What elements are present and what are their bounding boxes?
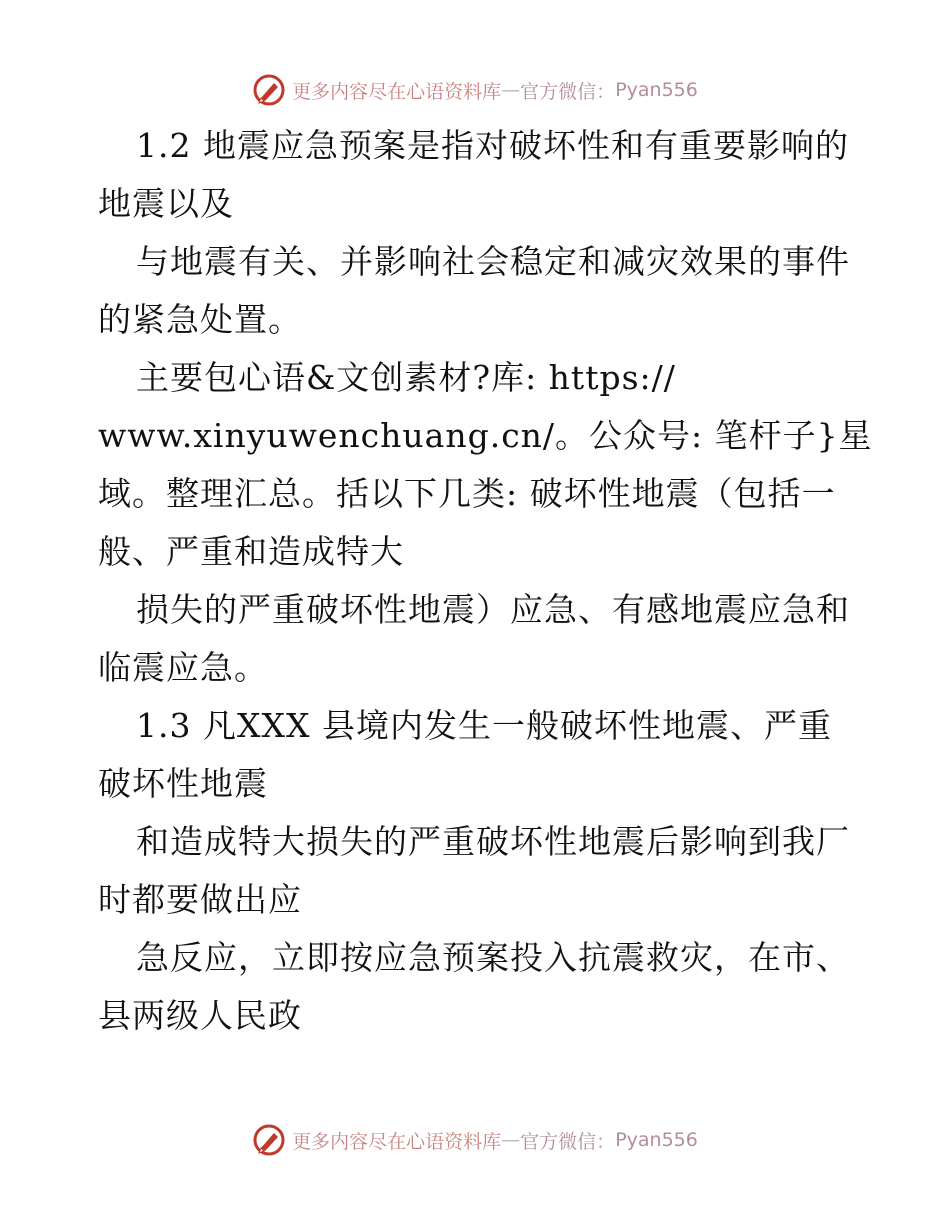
body-line: 般、严重和造成特大 — [98, 532, 404, 571]
footer-banner — [0, 1120, 950, 1160]
banner-wechat-label: 官方微信： — [520, 80, 616, 103]
body-line: 临震应急。 — [98, 648, 268, 687]
body-line: 损失的严重破坏性地震）应急、有感地震应急和 — [136, 590, 850, 629]
banner-text: 更多内容尽在心语资料库 — [292, 1130, 502, 1153]
banner-wechat-label: 官方微信： — [520, 1130, 616, 1153]
body-line: 的紧急处置。 — [98, 300, 302, 339]
banner-separator: — — [501, 79, 521, 101]
body-line: 1.2 地震应急预案是指对破坏性和有重要影响的 — [136, 126, 849, 165]
body-line: www.xinyuwenchuang.cn/。公众号: 笔杆子}星 — [98, 416, 873, 455]
banner-separator: — — [501, 1129, 521, 1151]
body-line: 破坏性地震 — [98, 764, 268, 803]
body-line: 时都要做出应 — [98, 880, 302, 919]
body-line: 地震以及 — [98, 184, 234, 223]
banner-wechat-id: Pyan556 — [615, 79, 698, 101]
banner-wechat-id: Pyan556 — [615, 1129, 698, 1151]
body-line: 主要包心语&文创素材?库: https:// — [136, 358, 676, 397]
header-banner — [0, 70, 950, 110]
body-line: 与地震有关、并影响社会稳定和减灾效果的事件 — [136, 242, 850, 281]
body-line: 急反应，立即按应急预案投入抗震救灾，在市、 — [136, 938, 850, 977]
pen-logo-icon — [252, 73, 286, 107]
body-text — [98, 117, 873, 1045]
pen-logo-icon — [252, 1123, 286, 1157]
banner-text: 更多内容尽在心语资料库 — [292, 80, 502, 103]
body-line: 1.3 凡XXX 县境内发生一般破坏性地震、严重 — [136, 706, 832, 745]
body-line: 域。整理汇总。括以下几类: 破坏性地震（包括一 — [98, 474, 836, 513]
body-line: 县两级人民政 — [98, 996, 302, 1035]
body-line: 和造成特大损失的严重破坏性地震后影响到我厂 — [136, 822, 850, 861]
